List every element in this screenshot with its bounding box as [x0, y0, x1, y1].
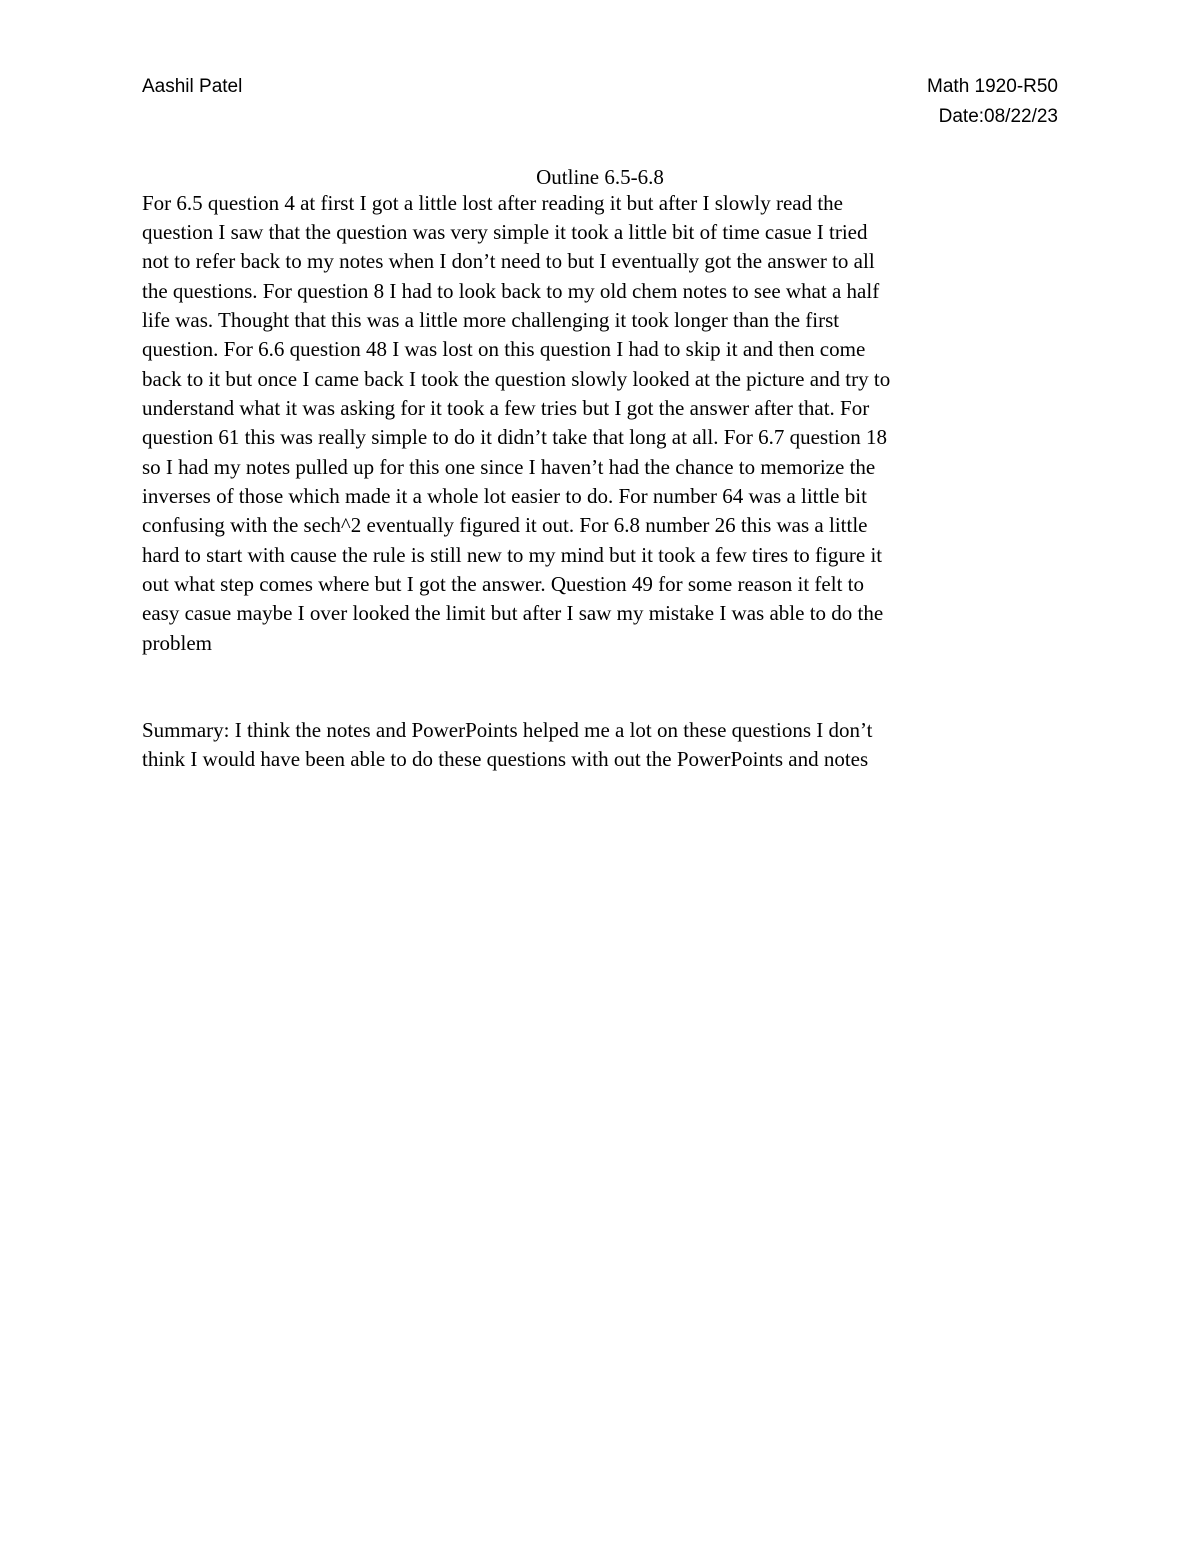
- summary-line: think I would have been able to do these questions with out the PowerPoints and notes: [142, 747, 869, 771]
- body-line: out what step comes where but I got the answer. Question 49 for some reason it felt to: [142, 572, 864, 596]
- body-line: problem: [142, 631, 212, 655]
- body-line: so I had my notes pulled up for this one since I haven’t had the chance to memorize the: [142, 455, 876, 479]
- course-code: Math 1920-R50: [927, 76, 1058, 97]
- submission-date: Date:08/22/23: [938, 106, 1058, 127]
- body-line: confusing with the sech^2 eventually figured it out. For 6.8 number 26 this was a little: [142, 513, 868, 537]
- body-line: question 61 this was really simple to do it didn’t take that long at all. For 6.7 question 18: [142, 425, 888, 449]
- body-line: life was. Thought that this was a little more challenging it took longer than the first: [142, 308, 840, 332]
- summary-line: Summary: I think the notes and PowerPoints helped me a lot on these questions I don’t: [142, 718, 873, 742]
- body-line: understand what it was asking for it took a few tries but I got the answer after that. For: [142, 396, 870, 420]
- body-line: back to it but once I came back I took the question slowly looked at the picture and try to: [142, 367, 891, 391]
- header-course-date: [927, 72, 1058, 132]
- body-line: inverses of those which made it a whole lot easier to do. For number 64 was a little bit: [142, 484, 867, 508]
- author-name: Aashil Patel: [142, 76, 243, 97]
- body-line: easy casue maybe I over looked the limit but after I saw my mistake I was able to do the: [142, 601, 884, 625]
- body-line: not to refer back to my notes when I don’t need to but I eventually got the answer to all: [142, 249, 875, 273]
- body-line: For 6.5 question 4 at first I got a little lost after reading it but after I slowly read the: [142, 191, 843, 215]
- page-title: Outline 6.5-6.8: [536, 165, 664, 189]
- body-line: hard to start with cause the rule is still new to my mind but it took a few tires to figure it: [142, 543, 883, 567]
- body-line: the questions. For question 8 I had to look back to my old chem notes to see what a half: [142, 279, 880, 303]
- body-line: question I saw that the question was very simple it took a little bit of time casue I tried: [142, 220, 868, 244]
- body-line: question. For 6.6 question 48 I was lost on this question I had to skip it and then come: [142, 337, 866, 361]
